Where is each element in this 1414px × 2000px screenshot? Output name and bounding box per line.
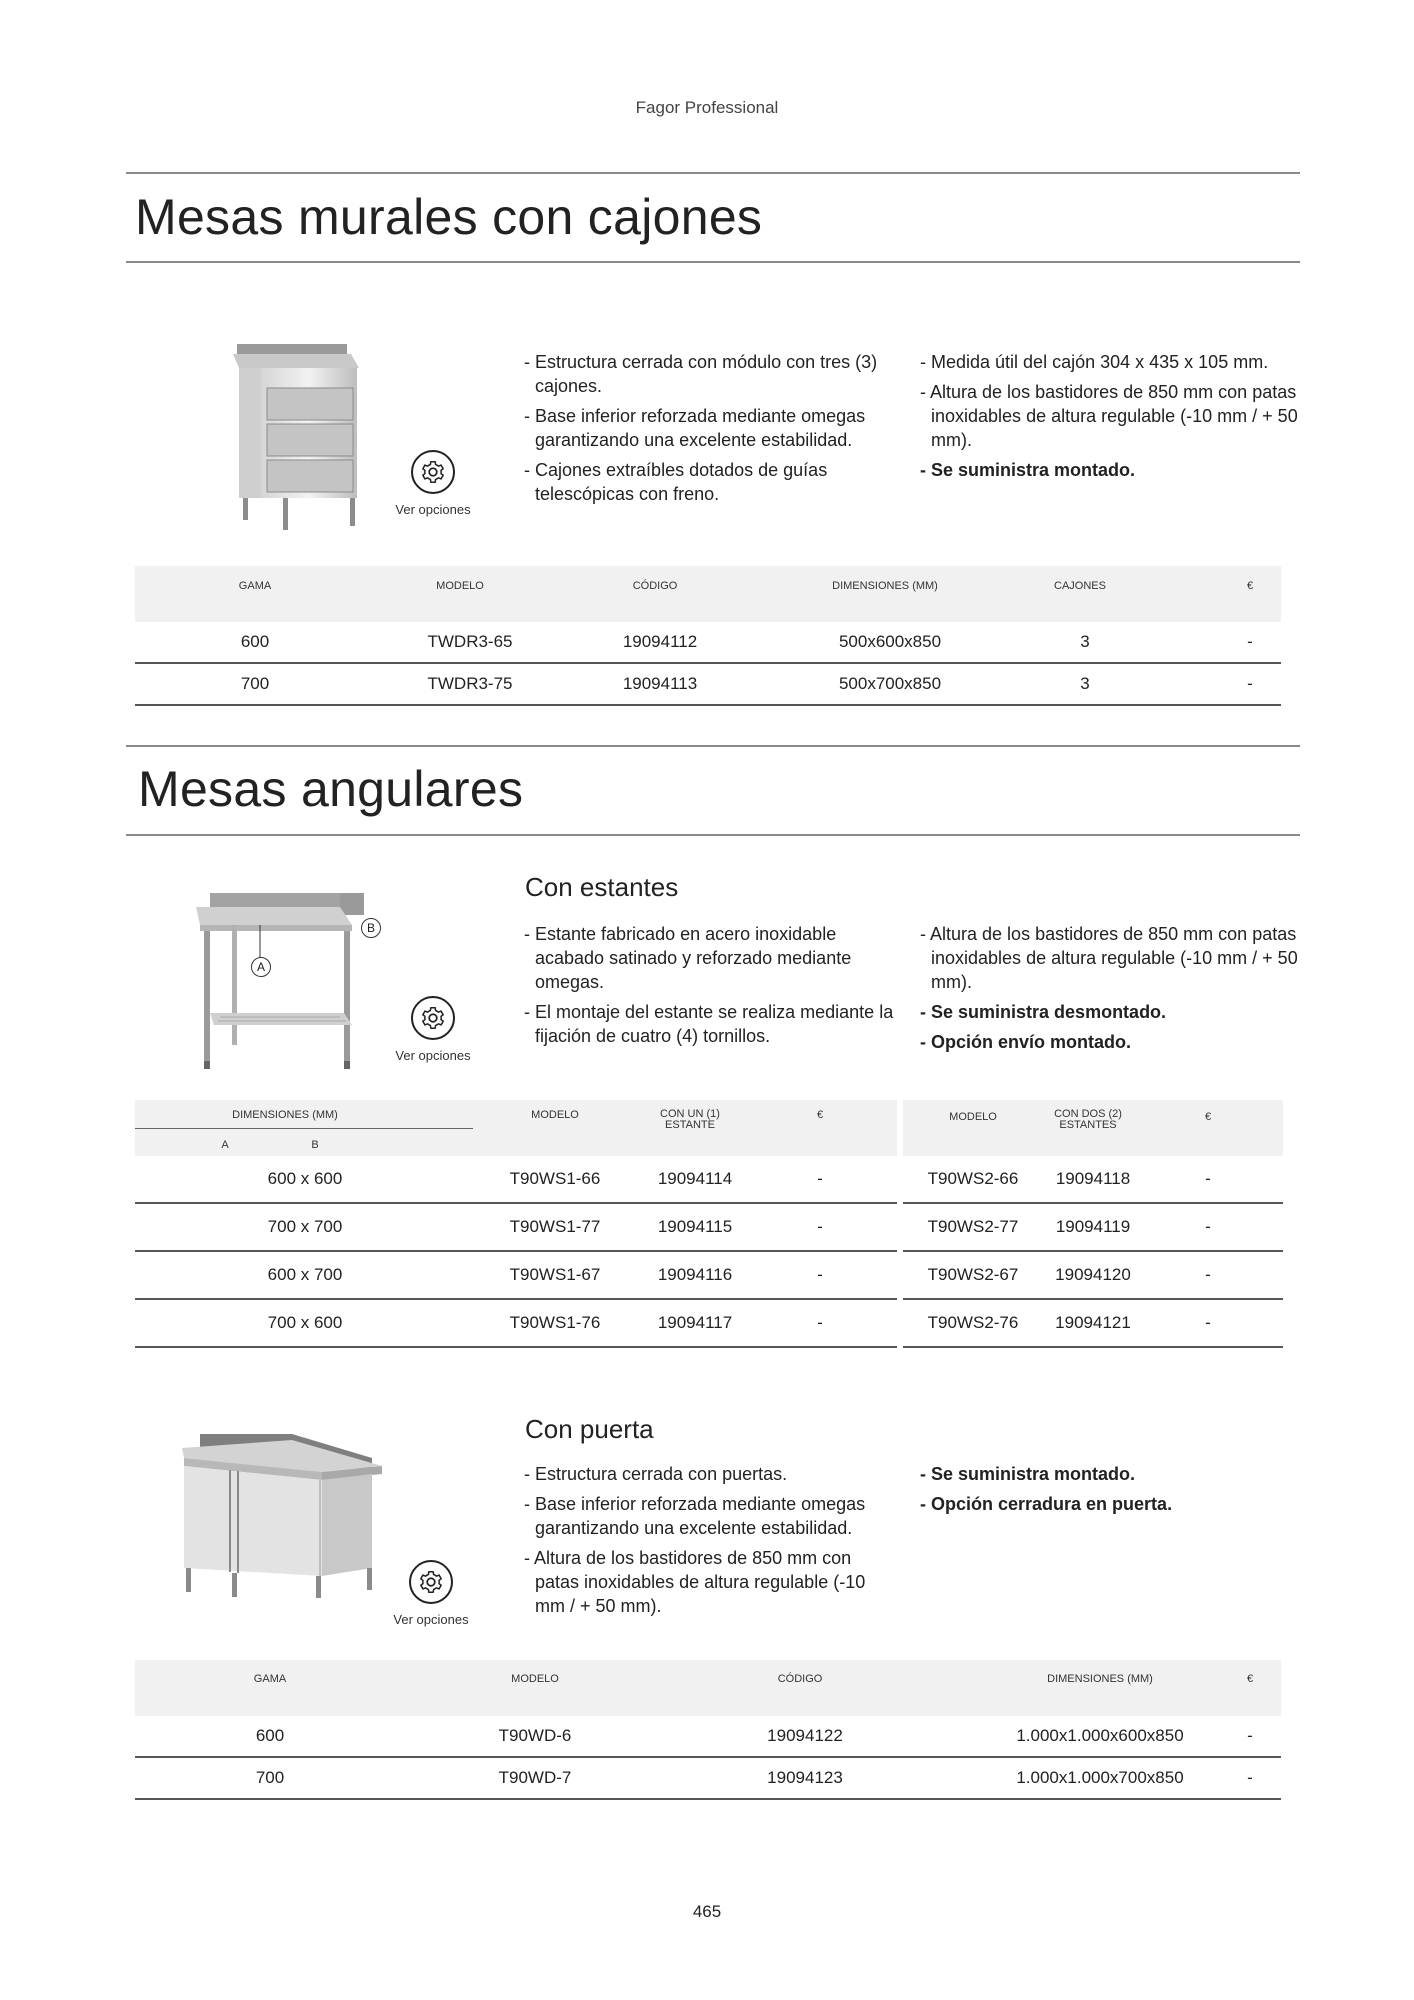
column-header: A: [221, 1139, 229, 1151]
shelf-table-image: [190, 885, 390, 1075]
section-title-angulares: Mesas angulares: [138, 761, 524, 817]
feature-list-left: [524, 350, 894, 512]
feature-item: - Altura de los bastidores de 850 mm con patas inoxidables de altura regulable (-10 mm / + 50 mm).: [920, 922, 1300, 994]
column-header: €: [816, 1109, 824, 1121]
table-row: [903, 1156, 1283, 1204]
column-header: CON DOS (2): [1054, 1108, 1122, 1120]
feature-item: - Altura de los bastidores de 850 mm con patas inoxidables de altura regulable (-10 mm / + 50 mm).: [920, 380, 1300, 452]
table-row: [135, 1758, 1281, 1800]
column-header: CÓDIGO: [777, 1673, 823, 1685]
column-header: DIMENSIONES (MM): [232, 1109, 338, 1121]
table-row: [135, 1716, 1281, 1758]
table-row: [903, 1300, 1283, 1348]
column-header: GAMA: [238, 580, 272, 592]
feature-item: - Base inferior reforzada mediante omegas garantizando una excelente estabilidad.: [524, 404, 894, 452]
table-cell: T90WS1-77: [509, 1217, 601, 1236]
corner-door-table-image: [172, 1428, 387, 1603]
table-cell: TWDR3-75: [427, 674, 513, 693]
brand-header: Fagor Professional: [635, 98, 779, 117]
feature-item: - Base inferior reforzada mediante omegas garantizando una excelente estabilidad.: [524, 1492, 894, 1540]
options-label: Ver opciones: [395, 502, 471, 517]
table-cell: 19094117: [657, 1313, 733, 1332]
column-header: €: [1246, 580, 1254, 592]
callout-a: A: [251, 957, 271, 977]
table-cell: 1.000x1.000x700x850: [1016, 1768, 1184, 1787]
table-cell: -: [1205, 1217, 1211, 1236]
table-row: [135, 1204, 897, 1252]
table-cell: 19094123: [767, 1768, 843, 1787]
options-label: Ver opciones: [395, 1048, 471, 1063]
table-cell: 500x600x850: [838, 632, 942, 651]
table-cell: 1.000x1.000x600x850: [1016, 1726, 1184, 1745]
table-row: [903, 1252, 1283, 1300]
table-row: [135, 664, 1281, 706]
options-button[interactable]: [378, 450, 488, 517]
table-cell: T90WD-6: [498, 1726, 572, 1745]
table-cell: 19094116: [657, 1265, 733, 1284]
feature-list-left: [524, 1462, 894, 1624]
feature-item: - Estante fabricado en acero inoxidable acabado satinado y reforzado mediante omegas.: [524, 922, 894, 994]
feature-item: - Opción cerradura en puerta.: [920, 1492, 1300, 1516]
table-cell: 3: [1080, 632, 1090, 651]
table-cell: -: [1205, 1265, 1211, 1284]
table-cell: T90WS2-66: [927, 1169, 1019, 1188]
table-cell: 600 x 700: [267, 1265, 343, 1284]
table-cell: T90WD-7: [498, 1768, 572, 1787]
gear-icon: [409, 1560, 453, 1604]
divider: [126, 745, 1300, 747]
column-header: GAMA: [253, 1673, 287, 1685]
feature-list-right: [920, 922, 1300, 1060]
table-row: [135, 622, 1281, 664]
column-header: ESTANTES: [1059, 1119, 1117, 1131]
feature-item: - Se suministra montado.: [920, 1462, 1300, 1486]
table-cell: 19094119: [1055, 1217, 1131, 1236]
table-cell: T90WS2-76: [927, 1313, 1019, 1332]
table-row: [135, 1156, 897, 1204]
column-header: CON UN (1): [660, 1108, 720, 1120]
feature-item: - Cajones extraíbles dotados de guías telescópicas con freno.: [524, 458, 894, 506]
table-cell: 19094121: [1055, 1313, 1131, 1332]
feature-item: - Se suministra montado.: [920, 458, 1300, 482]
feature-list-right: [920, 350, 1300, 488]
table-cell: 19094115: [657, 1217, 733, 1236]
options-button[interactable]: [376, 1560, 486, 1627]
table-cell: T90WS1-67: [509, 1265, 601, 1284]
table-cell: -: [1247, 674, 1253, 693]
table-cell: 700 x 600: [267, 1313, 343, 1332]
table-header: [135, 1100, 897, 1156]
section-title-murales: Mesas murales con cajones: [135, 189, 763, 245]
subtitle-estantes: Con estantes: [525, 872, 679, 902]
table-cell: 19094118: [1055, 1169, 1131, 1188]
table-cell: 19094114: [657, 1169, 733, 1188]
feature-list-left: [524, 922, 894, 1054]
table-cell: -: [1247, 1768, 1253, 1787]
table-cell: 700: [240, 674, 270, 693]
table-cell: T90WS2-77: [927, 1217, 1019, 1236]
table-cell: 700 x 700: [267, 1217, 343, 1236]
column-header: MODELO: [949, 1111, 997, 1123]
table-cell: 500x700x850: [838, 674, 942, 693]
feature-item: - El montaje del estante se realiza mediante la fijación de cuatro (4) tornillos.: [524, 1000, 894, 1048]
column-header: MODELO: [436, 580, 484, 592]
column-header: B: [311, 1139, 319, 1151]
column-header: DIMENSIONES (MM): [1047, 1673, 1153, 1685]
table-cell: -: [1205, 1313, 1211, 1332]
table-cell: 19094113: [622, 674, 698, 693]
table-cell: TWDR3-65: [427, 632, 513, 651]
table-cell: 700: [255, 1768, 285, 1787]
table-cell: T90WS1-66: [509, 1169, 601, 1188]
page-number: 465: [692, 1902, 722, 1921]
table-cell: T90WS2-67: [927, 1265, 1019, 1284]
gear-icon: [411, 996, 455, 1040]
table-row: [135, 1300, 897, 1348]
column-header: MODELO: [531, 1109, 579, 1121]
table-header: [135, 566, 1281, 622]
feature-item: - Medida útil del cajón 304 x 435 x 105 mm.: [920, 350, 1300, 374]
table-cell: 19094112: [622, 632, 698, 651]
feature-item: - Opción envío montado.: [920, 1030, 1300, 1054]
subtitle-puerta: Con puerta: [525, 1414, 654, 1444]
table-cell: 3: [1080, 674, 1090, 693]
table-cell: -: [1205, 1169, 1211, 1188]
divider: [126, 172, 1300, 174]
table-cell: 600: [255, 1726, 285, 1745]
table-cell: -: [817, 1169, 823, 1188]
table-cell: -: [817, 1217, 823, 1236]
feature-item: - Altura de los bastidores de 850 mm con patas inoxidables de altura regulable (-10 mm / + 50 mm).: [524, 1546, 894, 1618]
options-button[interactable]: [378, 996, 488, 1063]
table-cell: -: [1247, 632, 1253, 651]
table-cell: 19094120: [1055, 1265, 1131, 1284]
column-header: MODELO: [511, 1673, 559, 1685]
feature-item: - Se suministra desmontado.: [920, 1000, 1300, 1024]
column-header: €: [1246, 1673, 1254, 1685]
table-cell: -: [1247, 1726, 1253, 1745]
table-cell: 19094122: [767, 1726, 843, 1745]
table-cell: -: [817, 1313, 823, 1332]
header-divider: [135, 1128, 473, 1129]
column-header: CAJONES: [1054, 580, 1106, 592]
table-row: [135, 1252, 897, 1300]
table-cell: T90WS1-76: [509, 1313, 601, 1332]
divider: [126, 834, 1300, 836]
column-header: ESTANTE: [665, 1119, 715, 1131]
feature-item: - Estructura cerrada con puertas.: [524, 1462, 894, 1486]
column-header: CÓDIGO: [632, 580, 678, 592]
divider: [126, 261, 1300, 263]
table-row: [903, 1204, 1283, 1252]
gear-icon: [411, 450, 455, 494]
drawer-table-image: [225, 340, 365, 535]
column-header: €: [1204, 1111, 1212, 1123]
table-header: [135, 1660, 1281, 1716]
callout-b: B: [361, 918, 381, 938]
table-cell: -: [817, 1265, 823, 1284]
table-header: [903, 1100, 1283, 1156]
options-label: Ver opciones: [393, 1612, 469, 1627]
table-cell: 600: [240, 632, 270, 651]
feature-item: - Estructura cerrada con módulo con tres (3) cajones.: [524, 350, 894, 398]
feature-list-right: [920, 1462, 1300, 1522]
table-cell: 600 x 600: [267, 1169, 343, 1188]
column-header: DIMENSIONES (MM): [832, 580, 938, 592]
